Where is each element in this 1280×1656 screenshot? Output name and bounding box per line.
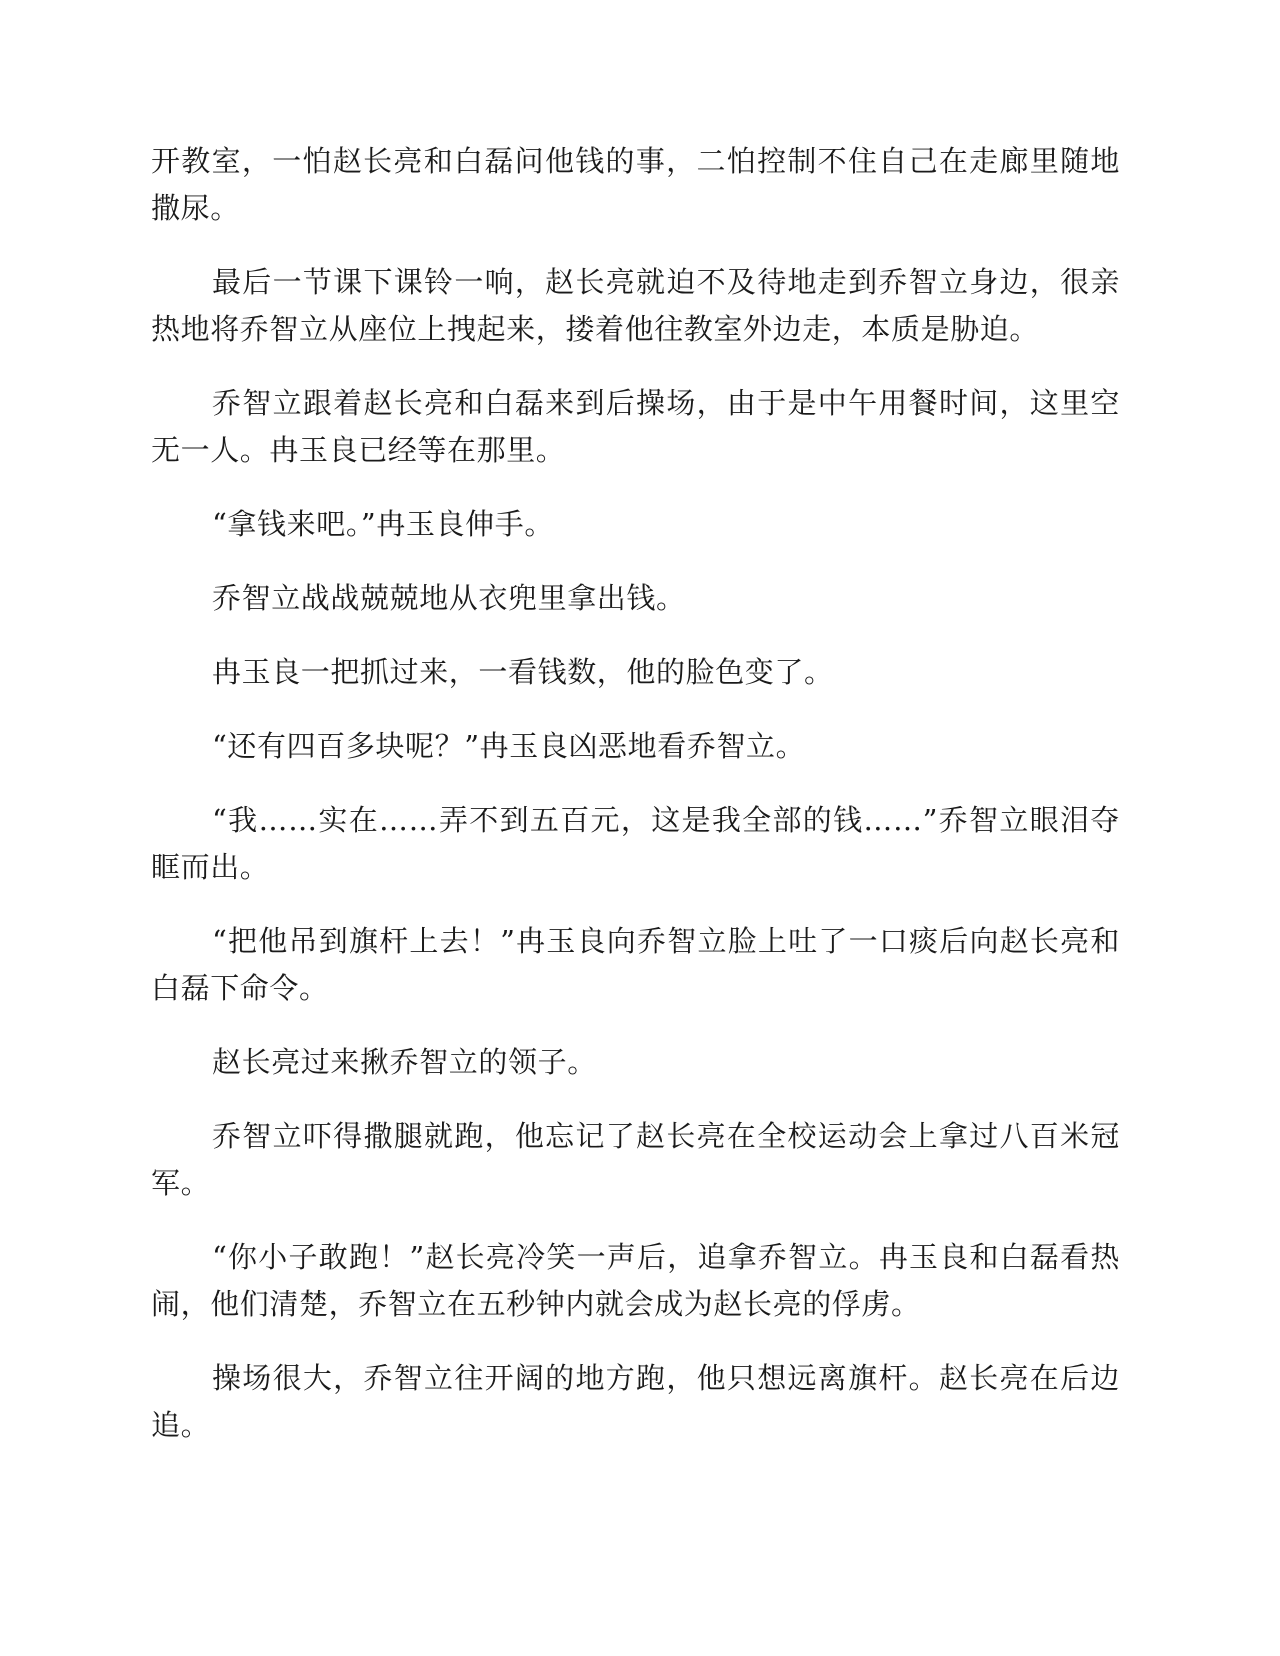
paragraph: 开教室，一怕赵长亮和白磊问他钱的事，二怕控制不住自己在走廊里随地撒尿。 <box>151 144 1120 225</box>
paragraph: 乔智立跟着赵长亮和白磊来到后操场，由于是中午用餐时间，这里空无一人。冉玉良已经等在那里。 <box>151 386 1120 467</box>
paragraph: 操场很大，乔智立往开阔的地方跑，他只想远离旗杆。赵长亮在后边追。 <box>151 1361 1120 1442</box>
paragraph: 乔智立吓得撒腿就跑，他忘记了赵长亮在全校运动会上拿过八百米冠军。 <box>151 1119 1120 1200</box>
paragraph: 最后一节课下课铃一响，赵长亮就迫不及待地走到乔智立身边，很亲热地将乔智立从座位上拽起来，搂着他往教室外边走，本质是胁迫。 <box>151 265 1120 346</box>
paragraph: “你小子敢跑！”赵长亮冷笑一声后，追拿乔智立。冉玉良和白磊看热闹，他们清楚，乔智立在五秒钟内就会成为赵长亮的俘虏。 <box>151 1240 1120 1321</box>
paragraph: 赵长亮过来揪乔智立的领子。 <box>212 1045 597 1079</box>
paragraph: “我……实在……弄不到五百元，这是我全部的钱……”乔智立眼泪夺眶而出。 <box>151 803 1120 884</box>
paragraph: 乔智立战战兢兢地从衣兜里拿出钱。 <box>212 581 686 615</box>
paragraph: “拿钱来吧。”冉玉良伸手。 <box>212 507 554 541</box>
paragraph: 冉玉良一把抓过来，一看钱数，他的脸色变了。 <box>212 655 834 689</box>
paragraph: “把他吊到旗杆上去！”冉玉良向乔智立脸上吐了一口痰后向赵长亮和白磊下命令。 <box>151 924 1120 1005</box>
paragraph: “还有四百多块呢？”冉玉良凶恶地看乔智立。 <box>212 729 806 763</box>
